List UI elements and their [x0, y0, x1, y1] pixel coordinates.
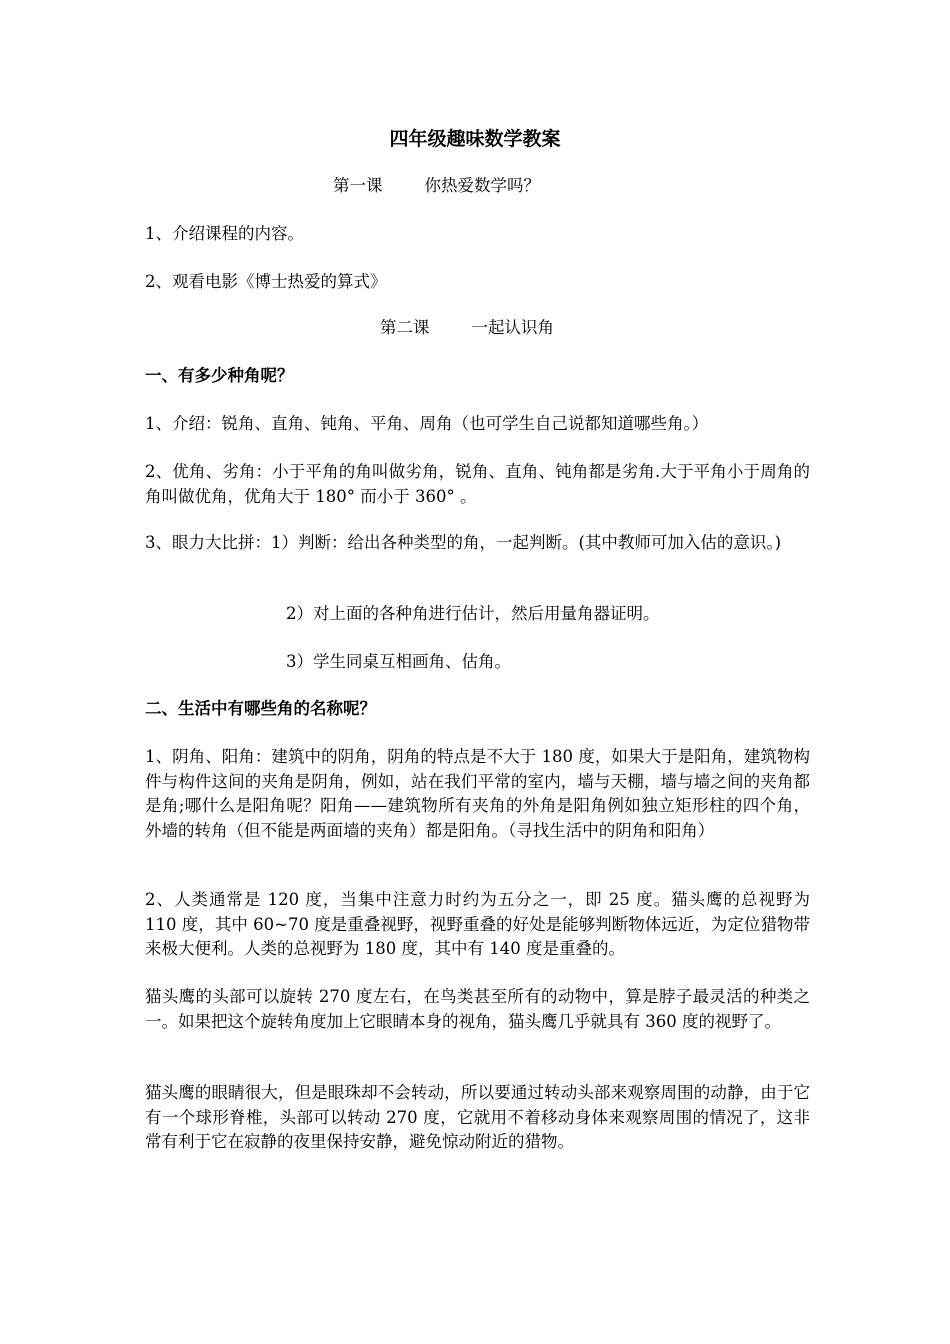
section2-heading: 二、生活中有哪些角的名称呢？: [145, 699, 376, 718]
lesson2-heading: 第二课 一起认识角: [380, 318, 554, 337]
section1-item-5: 3）学生同桌互相画角、估角。: [286, 652, 511, 671]
section2-paragraph-2: 2、人类通常是 120 度，当集中注意力时约为五分之一，即 25 度。猫头鹰的总视野为 110 度，其中 60~70 度是重叠视野，视野重叠的好处是能够判断物体远近，为定位猎物带来极大便利。人类的总视野为 180 度，其中有 140 度是重叠的。: [145, 890, 810, 958]
section2-paragraph-3: 猫头鹰的头部可以旋转 270 度左右，在鸟类甚至所有的动物中，算是脖子最灵活的种类之一。如果把这个旋转角度加上它眼睛本身的视角，猫头鹰几乎就具有 360 度的视野了。: [145, 987, 810, 1031]
lesson1-item-2: 2、观看电影《博士热爱的算式》: [145, 272, 387, 291]
section1-item-1: 1、介绍：锐角、直角、钝角、平角、周角（也可学生自己说都知道哪些角。）: [145, 414, 709, 433]
lesson1-heading: 第一课 你热爱数学吗？: [333, 176, 540, 195]
lesson1-item-1: 1、介绍课程的内容。: [145, 224, 304, 243]
document-title: 四年级趣味数学教案: [389, 128, 561, 150]
section2-paragraph-4: 猫头鹰的眼睛很大，但是眼珠却不会转动，所以要通过转动头部来观察周围的动静，由于它有一个球形脊椎，头部可以转动 270 度，它就用不着移动身体来观察周围的情况了，这非常有利于它在寂静的夜里保持安静，避免惊动附近的猎物。: [145, 1083, 810, 1151]
section1-heading: 一、有多少种角呢？: [145, 366, 294, 385]
section1-item-4: 2）对上面的各种角进行估计，然后用量角器证明。: [286, 604, 660, 623]
section1-item-2: 2、优角、劣角：小于平角的角叫做劣角，锐角、直角、钝角都是劣角.大于平角小于周角的角叫做优角，优角大于 180° 而小于 360° 。: [145, 462, 810, 506]
section1-item-3: 3、眼力大比拼：1）判断：给出各种类型的角，一起判断。(其中教师可加入估的意识。): [145, 533, 782, 552]
section2-paragraph-1: 1、阴角、阳角：建筑中的阴角，阴角的特点是不大于 180 度，如果大于是阳角，建筑物构件与构件这间的夹角是阴角，例如，站在我们平常的室内，墙与天棚，墙与墙之间的夹角都是角;哪什么是阳角呢？阳角——建筑物所有夹角的外角是阳角例如独立矩形柱的四个角，外墙的转角（但不能是两面墙的夹角）都是阳角。（寻找生活中的阴角和阳角）: [145, 747, 810, 840]
